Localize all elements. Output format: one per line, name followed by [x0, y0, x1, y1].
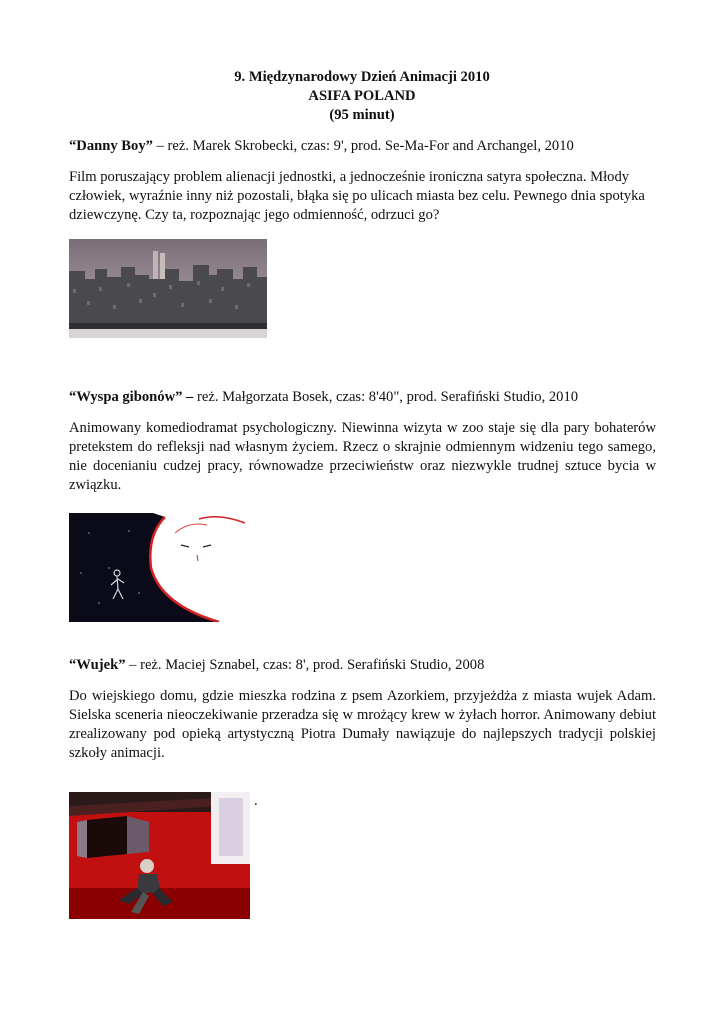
film-title: “Wujek”	[69, 657, 126, 673]
film-credits: – reż. Maciej Sznabel, czas: 8', prod. Serafiński Studio, 2008	[125, 657, 485, 673]
film-credits: – reż. Marek Skrobecki, czas: 9', prod. Se-Ma-For and Archangel, 2010	[152, 138, 574, 154]
film-description-wyspa-gibonow: Animowany komediodramat psychologiczny. Niewinna wizyta w zoo staje się dla pary bohaterów pretekstem do refleksji nad własnym życiem. Rzecz o skrajnie odmiennym widzeniu tego samego, nie docenianiu cudzej pracy, równowadze przeciwieństw oraz niezwykle trudnej sztuce bycia w związku.	[69, 420, 656, 493]
film-description-wujek: Do wiejskiego domu, gdzie mieszka rodzina z psem Azorkiem, przyjeżdża z miasta wujek Adam. Sielska sceneria nieoczekiwanie przeradza się w mrożący krew w żyłach horror. Animowany debiut zrealizowany pod opieką artystyczną Piotra Dumały nawiązuje do najlepszych tradycji polskiej szkoły animacji.	[69, 688, 656, 761]
film-still-wyspa-gibonow	[69, 513, 257, 622]
film-heading-wyspa-gibonow	[69, 388, 656, 407]
film-credits: reż. Małgorzata Bosek, czas: 8'40", prod. Serafiński Studio, 2010	[193, 389, 579, 405]
film-title: “Wyspa gibonów” –	[69, 389, 194, 405]
document-subtitle-duration: (95 minut)	[329, 107, 395, 123]
document-subtitle-organization: ASIFA POLAND	[308, 88, 416, 104]
film-heading-danny-boy	[69, 137, 656, 156]
film-description-danny-boy: Film poruszający problem alienacji jednostki, a jednocześnie ironiczna satyra społeczna. Młody człowiek, wyraźnie inny niż pozostali, błąka się po ulicach miasta bez celu. Pewnego dnia spotyka dziewczynę. Czy ta, rozpoznając jego odmienność, odrzuci go?	[69, 169, 645, 223]
film-still-wujek	[69, 792, 250, 919]
film-title: “Danny Boy”	[69, 138, 153, 154]
stray-period: .	[254, 793, 258, 809]
document-title: 9. Międzynarodowy Dzień Animacji 2010	[234, 69, 490, 85]
film-heading-wujek	[69, 656, 656, 675]
film-still-danny-boy	[69, 239, 267, 338]
